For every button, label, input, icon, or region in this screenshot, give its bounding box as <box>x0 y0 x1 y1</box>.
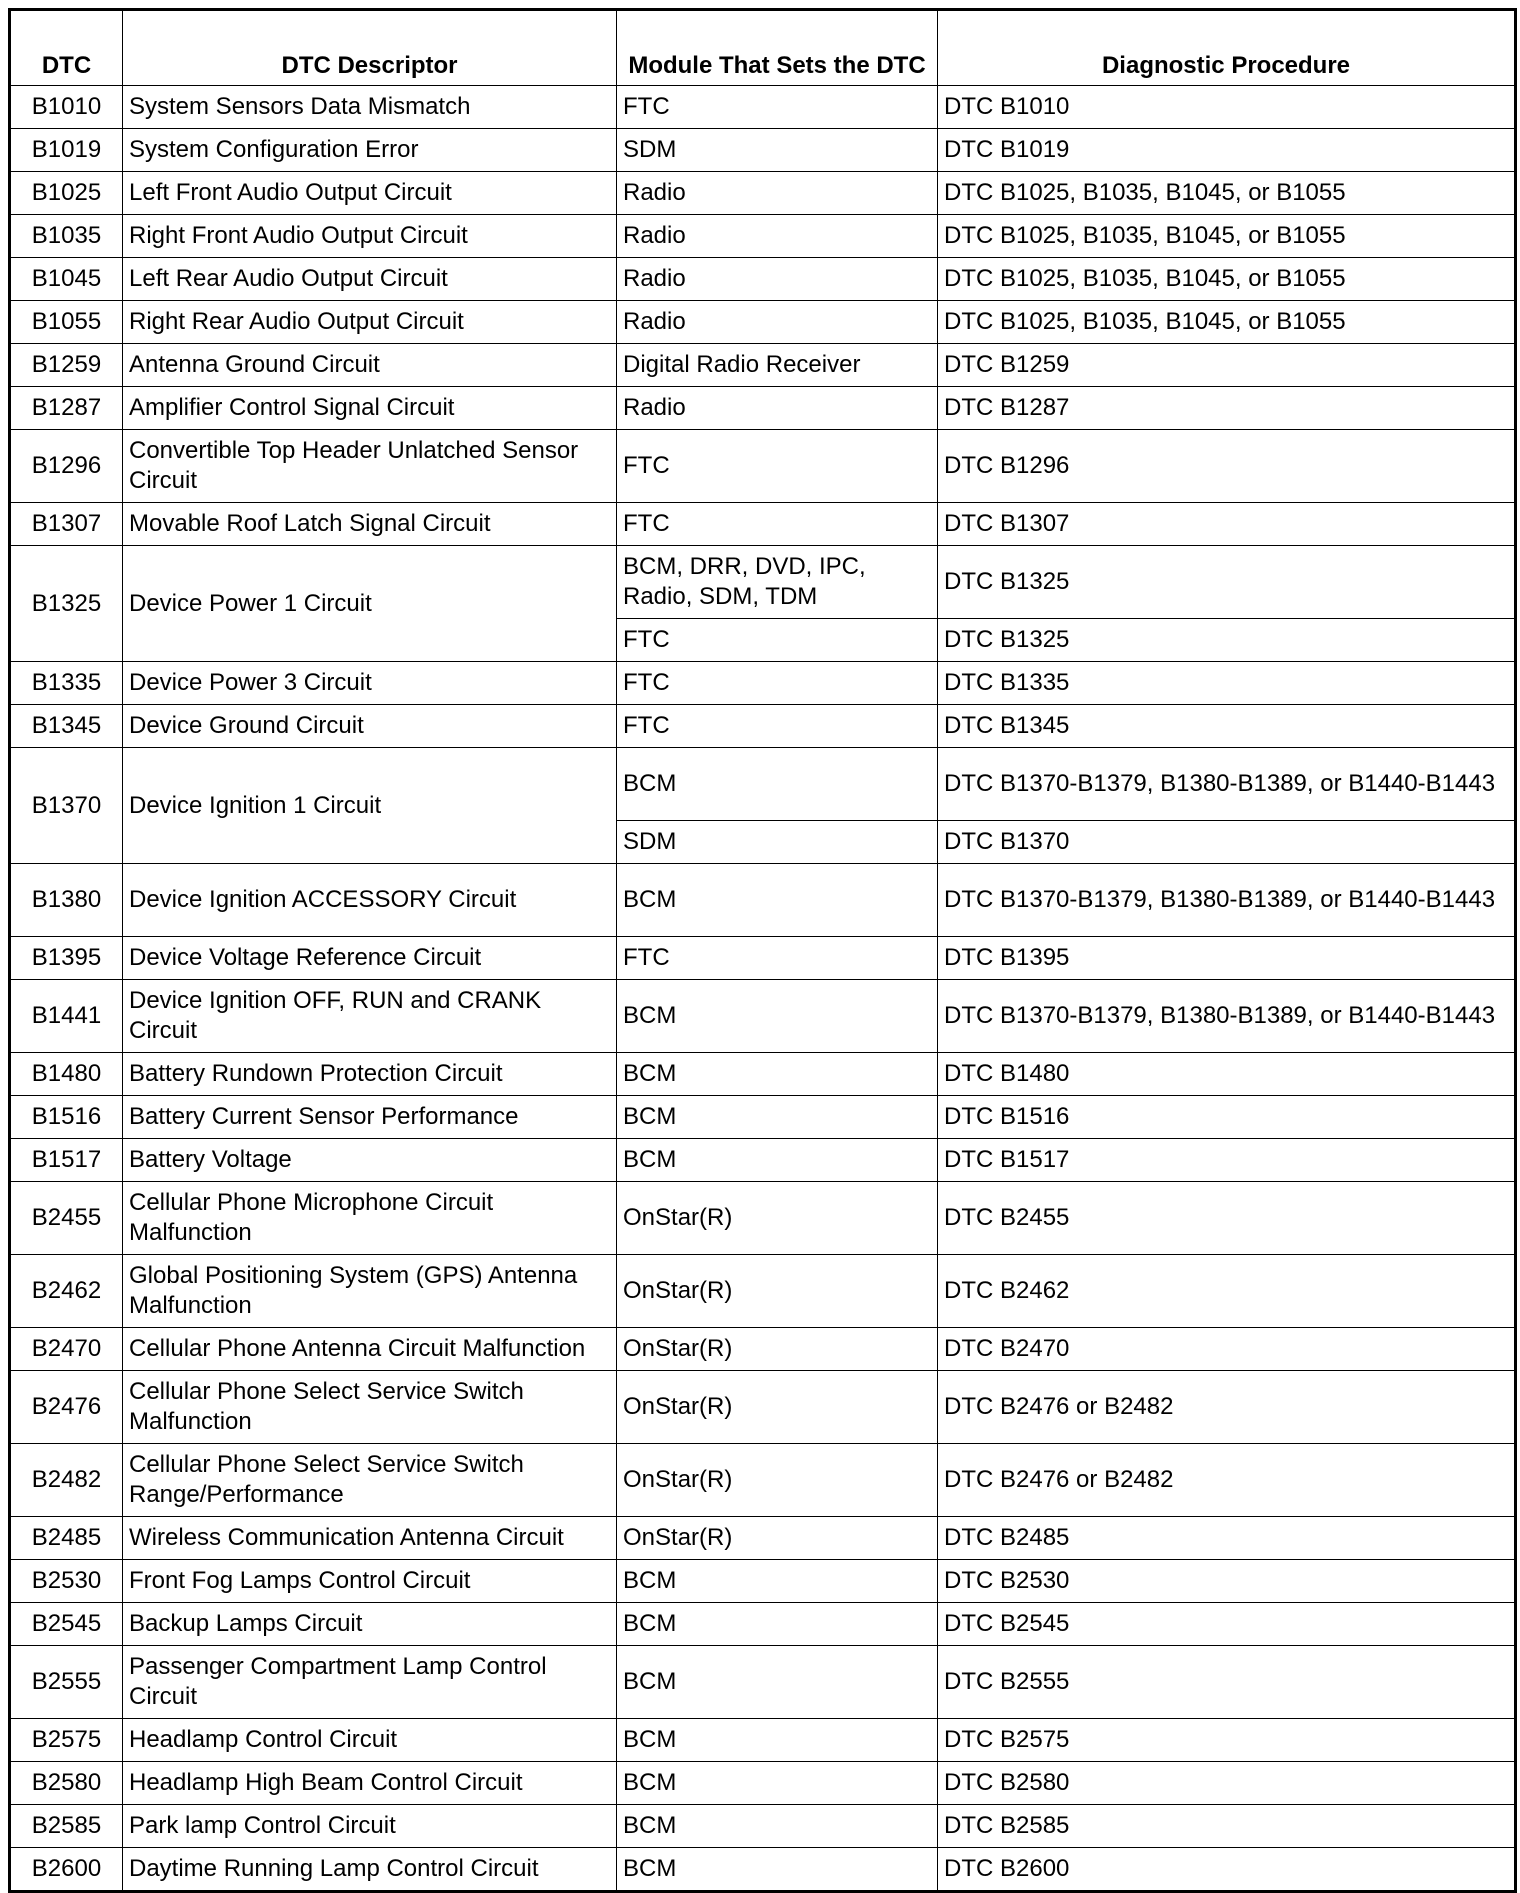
dtc-cell: B2482 <box>10 1444 123 1517</box>
table-row <box>10 86 1516 129</box>
descriptor-cell: Device Ignition ACCESSORY Circuit <box>123 864 617 937</box>
table-row <box>10 662 1516 705</box>
descriptor-cell: Left Rear Audio Output Circuit <box>123 258 617 301</box>
module-cell: FTC <box>617 662 938 705</box>
table-row <box>10 1848 1516 1892</box>
module-cell: OnStar(R) <box>617 1444 938 1517</box>
dtc-cell: B1296 <box>10 430 123 503</box>
table-row <box>10 344 1516 387</box>
table-row <box>10 172 1516 215</box>
descriptor-cell: Daytime Running Lamp Control Circuit <box>123 1848 617 1892</box>
module-cell: BCM <box>617 1053 938 1096</box>
table-row <box>10 546 1516 619</box>
table-row <box>10 1096 1516 1139</box>
descriptor-cell: Cellular Phone Antenna Circuit Malfunction <box>123 1328 617 1371</box>
module-cell: FTC <box>617 705 938 748</box>
dtc-cell: B1035 <box>10 215 123 258</box>
table-row <box>10 1762 1516 1805</box>
procedure-cell: DTC B2545 <box>938 1603 1516 1646</box>
dtc-cell: B2455 <box>10 1182 123 1255</box>
module-cell: BCM <box>617 1719 938 1762</box>
table-row <box>10 937 1516 980</box>
table-row <box>10 430 1516 503</box>
dtc-cell: B2530 <box>10 1560 123 1603</box>
descriptor-cell: Cellular Phone Select Service Switch Malfunction <box>123 1371 617 1444</box>
descriptor-cell: Global Positioning System (GPS) Antenna Malfunction <box>123 1255 617 1328</box>
table-row <box>10 258 1516 301</box>
module-cell: Radio <box>617 258 938 301</box>
dtc-cell: B2470 <box>10 1328 123 1371</box>
descriptor-cell: Device Power 3 Circuit <box>123 662 617 705</box>
table-row <box>10 1255 1516 1328</box>
descriptor-cell: Right Rear Audio Output Circuit <box>123 301 617 344</box>
procedure-cell: DTC B2555 <box>938 1646 1516 1719</box>
module-cell: BCM <box>617 1805 938 1848</box>
module-cell: BCM <box>617 1603 938 1646</box>
module-cell: Radio <box>617 172 938 215</box>
dtc-cell: B1480 <box>10 1053 123 1096</box>
header-procedure: Diagnostic Procedure <box>938 10 1516 86</box>
descriptor-cell: Device Ignition OFF, RUN and CRANK Circuit <box>123 980 617 1053</box>
dtc-cell: B2476 <box>10 1371 123 1444</box>
module-cell: BCM, DRR, DVD, IPC, Radio, SDM, TDM <box>617 546 938 619</box>
dtc-cell: B2555 <box>10 1646 123 1719</box>
module-cell: OnStar(R) <box>617 1371 938 1444</box>
procedure-cell: DTC B1345 <box>938 705 1516 748</box>
descriptor-cell: Headlamp High Beam Control Circuit <box>123 1762 617 1805</box>
module-cell: BCM <box>617 1646 938 1719</box>
procedure-cell: DTC B1395 <box>938 937 1516 980</box>
descriptor-cell: Right Front Audio Output Circuit <box>123 215 617 258</box>
procedure-cell: DTC B1370 <box>938 821 1516 864</box>
procedure-cell: DTC B2530 <box>938 1560 1516 1603</box>
procedure-cell: DTC B2575 <box>938 1719 1516 1762</box>
dtc-cell: B2485 <box>10 1517 123 1560</box>
dtc-cell: B1325 <box>10 546 123 662</box>
descriptor-cell: Wireless Communication Antenna Circuit <box>123 1517 617 1560</box>
table-row <box>10 1328 1516 1371</box>
header-row <box>10 10 1516 86</box>
table-row <box>10 1560 1516 1603</box>
procedure-cell: DTC B2470 <box>938 1328 1516 1371</box>
module-cell: FTC <box>617 86 938 129</box>
module-cell: FTC <box>617 619 938 662</box>
procedure-cell: DTC B2455 <box>938 1182 1516 1255</box>
module-cell: BCM <box>617 748 938 821</box>
dtc-table <box>8 8 1517 1893</box>
procedure-cell: DTC B2476 or B2482 <box>938 1444 1516 1517</box>
table-row <box>10 301 1516 344</box>
table-row <box>10 1139 1516 1182</box>
descriptor-cell: Passenger Compartment Lamp Control Circuit <box>123 1646 617 1719</box>
module-cell: BCM <box>617 980 938 1053</box>
descriptor-cell: Backup Lamps Circuit <box>123 1603 617 1646</box>
dtc-cell: B1287 <box>10 387 123 430</box>
module-cell: BCM <box>617 1096 938 1139</box>
module-cell: FTC <box>617 503 938 546</box>
module-cell: Radio <box>617 387 938 430</box>
procedure-cell: DTC B1516 <box>938 1096 1516 1139</box>
module-cell: OnStar(R) <box>617 1517 938 1560</box>
descriptor-cell: Device Power 1 Circuit <box>123 546 617 662</box>
table-row <box>10 503 1516 546</box>
table-row <box>10 748 1516 821</box>
module-cell: Radio <box>617 215 938 258</box>
module-cell: OnStar(R) <box>617 1182 938 1255</box>
procedure-cell: DTC B2600 <box>938 1848 1516 1892</box>
dtc-cell: B2580 <box>10 1762 123 1805</box>
descriptor-cell: System Configuration Error <box>123 129 617 172</box>
header-module: Module That Sets the DTC <box>617 10 938 86</box>
dtc-cell: B1345 <box>10 705 123 748</box>
table-row <box>10 129 1516 172</box>
dtc-cell: B1025 <box>10 172 123 215</box>
descriptor-cell: Antenna Ground Circuit <box>123 344 617 387</box>
header-dtc: DTC <box>10 10 123 86</box>
procedure-cell: DTC B1335 <box>938 662 1516 705</box>
descriptor-cell: Park lamp Control Circuit <box>123 1805 617 1848</box>
descriptor-cell: Device Ground Circuit <box>123 705 617 748</box>
table-row <box>10 1805 1516 1848</box>
descriptor-cell: Cellular Phone Microphone Circuit Malfunction <box>123 1182 617 1255</box>
table-row <box>10 980 1516 1053</box>
module-cell: FTC <box>617 430 938 503</box>
dtc-cell: B1395 <box>10 937 123 980</box>
procedure-cell: DTC B1259 <box>938 344 1516 387</box>
module-cell: BCM <box>617 864 938 937</box>
dtc-cell: B1259 <box>10 344 123 387</box>
dtc-cell: B2585 <box>10 1805 123 1848</box>
procedure-cell: DTC B1010 <box>938 86 1516 129</box>
dtc-cell: B1380 <box>10 864 123 937</box>
dtc-cell: B2462 <box>10 1255 123 1328</box>
dtc-cell: B2545 <box>10 1603 123 1646</box>
module-cell: BCM <box>617 1762 938 1805</box>
procedure-cell: DTC B1025, B1035, B1045, or B1055 <box>938 301 1516 344</box>
module-cell: Radio <box>617 301 938 344</box>
procedure-cell: DTC B1025, B1035, B1045, or B1055 <box>938 215 1516 258</box>
table-row <box>10 1371 1516 1444</box>
descriptor-cell: Front Fog Lamps Control Circuit <box>123 1560 617 1603</box>
table-row <box>10 215 1516 258</box>
procedure-cell: DTC B1480 <box>938 1053 1516 1096</box>
dtc-cell: B1307 <box>10 503 123 546</box>
table-row <box>10 1719 1516 1762</box>
descriptor-cell: Movable Roof Latch Signal Circuit <box>123 503 617 546</box>
table-row <box>10 1053 1516 1096</box>
table-row <box>10 1444 1516 1517</box>
dtc-cell: B1055 <box>10 301 123 344</box>
table-row <box>10 387 1516 430</box>
module-cell: SDM <box>617 129 938 172</box>
procedure-cell: DTC B2580 <box>938 1762 1516 1805</box>
descriptor-cell: Battery Rundown Protection Circuit <box>123 1053 617 1096</box>
dtc-cell: B1019 <box>10 129 123 172</box>
descriptor-cell: Device Ignition 1 Circuit <box>123 748 617 864</box>
procedure-cell: DTC B1517 <box>938 1139 1516 1182</box>
module-cell: OnStar(R) <box>617 1328 938 1371</box>
descriptor-cell: Device Voltage Reference Circuit <box>123 937 617 980</box>
module-cell: OnStar(R) <box>617 1255 938 1328</box>
module-cell: FTC <box>617 937 938 980</box>
module-cell: BCM <box>617 1139 938 1182</box>
procedure-cell: DTC B1370-B1379, B1380-B1389, or B1440-B1443 <box>938 980 1516 1053</box>
table-row <box>10 705 1516 748</box>
procedure-cell: DTC B1325 <box>938 546 1516 619</box>
descriptor-cell: Battery Voltage <box>123 1139 617 1182</box>
procedure-cell: DTC B2485 <box>938 1517 1516 1560</box>
dtc-cell: B1516 <box>10 1096 123 1139</box>
descriptor-cell: System Sensors Data Mismatch <box>123 86 617 129</box>
module-cell: BCM <box>617 1848 938 1892</box>
procedure-cell: DTC B1287 <box>938 387 1516 430</box>
header-descriptor: DTC Descriptor <box>123 10 617 86</box>
descriptor-cell: Headlamp Control Circuit <box>123 1719 617 1762</box>
procedure-cell: DTC B1370-B1379, B1380-B1389, or B1440-B1443 <box>938 864 1516 937</box>
procedure-cell: DTC B1296 <box>938 430 1516 503</box>
descriptor-cell: Convertible Top Header Unlatched Sensor Circuit <box>123 430 617 503</box>
table-row <box>10 1517 1516 1560</box>
dtc-cell: B1517 <box>10 1139 123 1182</box>
dtc-cell: B1441 <box>10 980 123 1053</box>
module-cell: SDM <box>617 821 938 864</box>
dtc-cell: B1045 <box>10 258 123 301</box>
procedure-cell: DTC B2476 or B2482 <box>938 1371 1516 1444</box>
module-cell: Digital Radio Receiver <box>617 344 938 387</box>
procedure-cell: DTC B2585 <box>938 1805 1516 1848</box>
dtc-table-container <box>8 8 1517 1893</box>
dtc-cell: B2575 <box>10 1719 123 1762</box>
table-row <box>10 1646 1516 1719</box>
procedure-cell: DTC B1307 <box>938 503 1516 546</box>
dtc-cell: B1335 <box>10 662 123 705</box>
descriptor-cell: Cellular Phone Select Service Switch Range/Performance <box>123 1444 617 1517</box>
procedure-cell: DTC B1025, B1035, B1045, or B1055 <box>938 172 1516 215</box>
table-row <box>10 1182 1516 1255</box>
procedure-cell: DTC B1019 <box>938 129 1516 172</box>
descriptor-cell: Battery Current Sensor Performance <box>123 1096 617 1139</box>
dtc-cell: B2600 <box>10 1848 123 1892</box>
table-row <box>10 1603 1516 1646</box>
procedure-cell: DTC B1025, B1035, B1045, or B1055 <box>938 258 1516 301</box>
dtc-cell: B1010 <box>10 86 123 129</box>
module-cell: BCM <box>617 1560 938 1603</box>
procedure-cell: DTC B2462 <box>938 1255 1516 1328</box>
descriptor-cell: Left Front Audio Output Circuit <box>123 172 617 215</box>
descriptor-cell: Amplifier Control Signal Circuit <box>123 387 617 430</box>
dtc-cell: B1370 <box>10 748 123 864</box>
procedure-cell: DTC B1325 <box>938 619 1516 662</box>
procedure-cell: DTC B1370-B1379, B1380-B1389, or B1440-B1443 <box>938 748 1516 821</box>
table-row <box>10 864 1516 937</box>
